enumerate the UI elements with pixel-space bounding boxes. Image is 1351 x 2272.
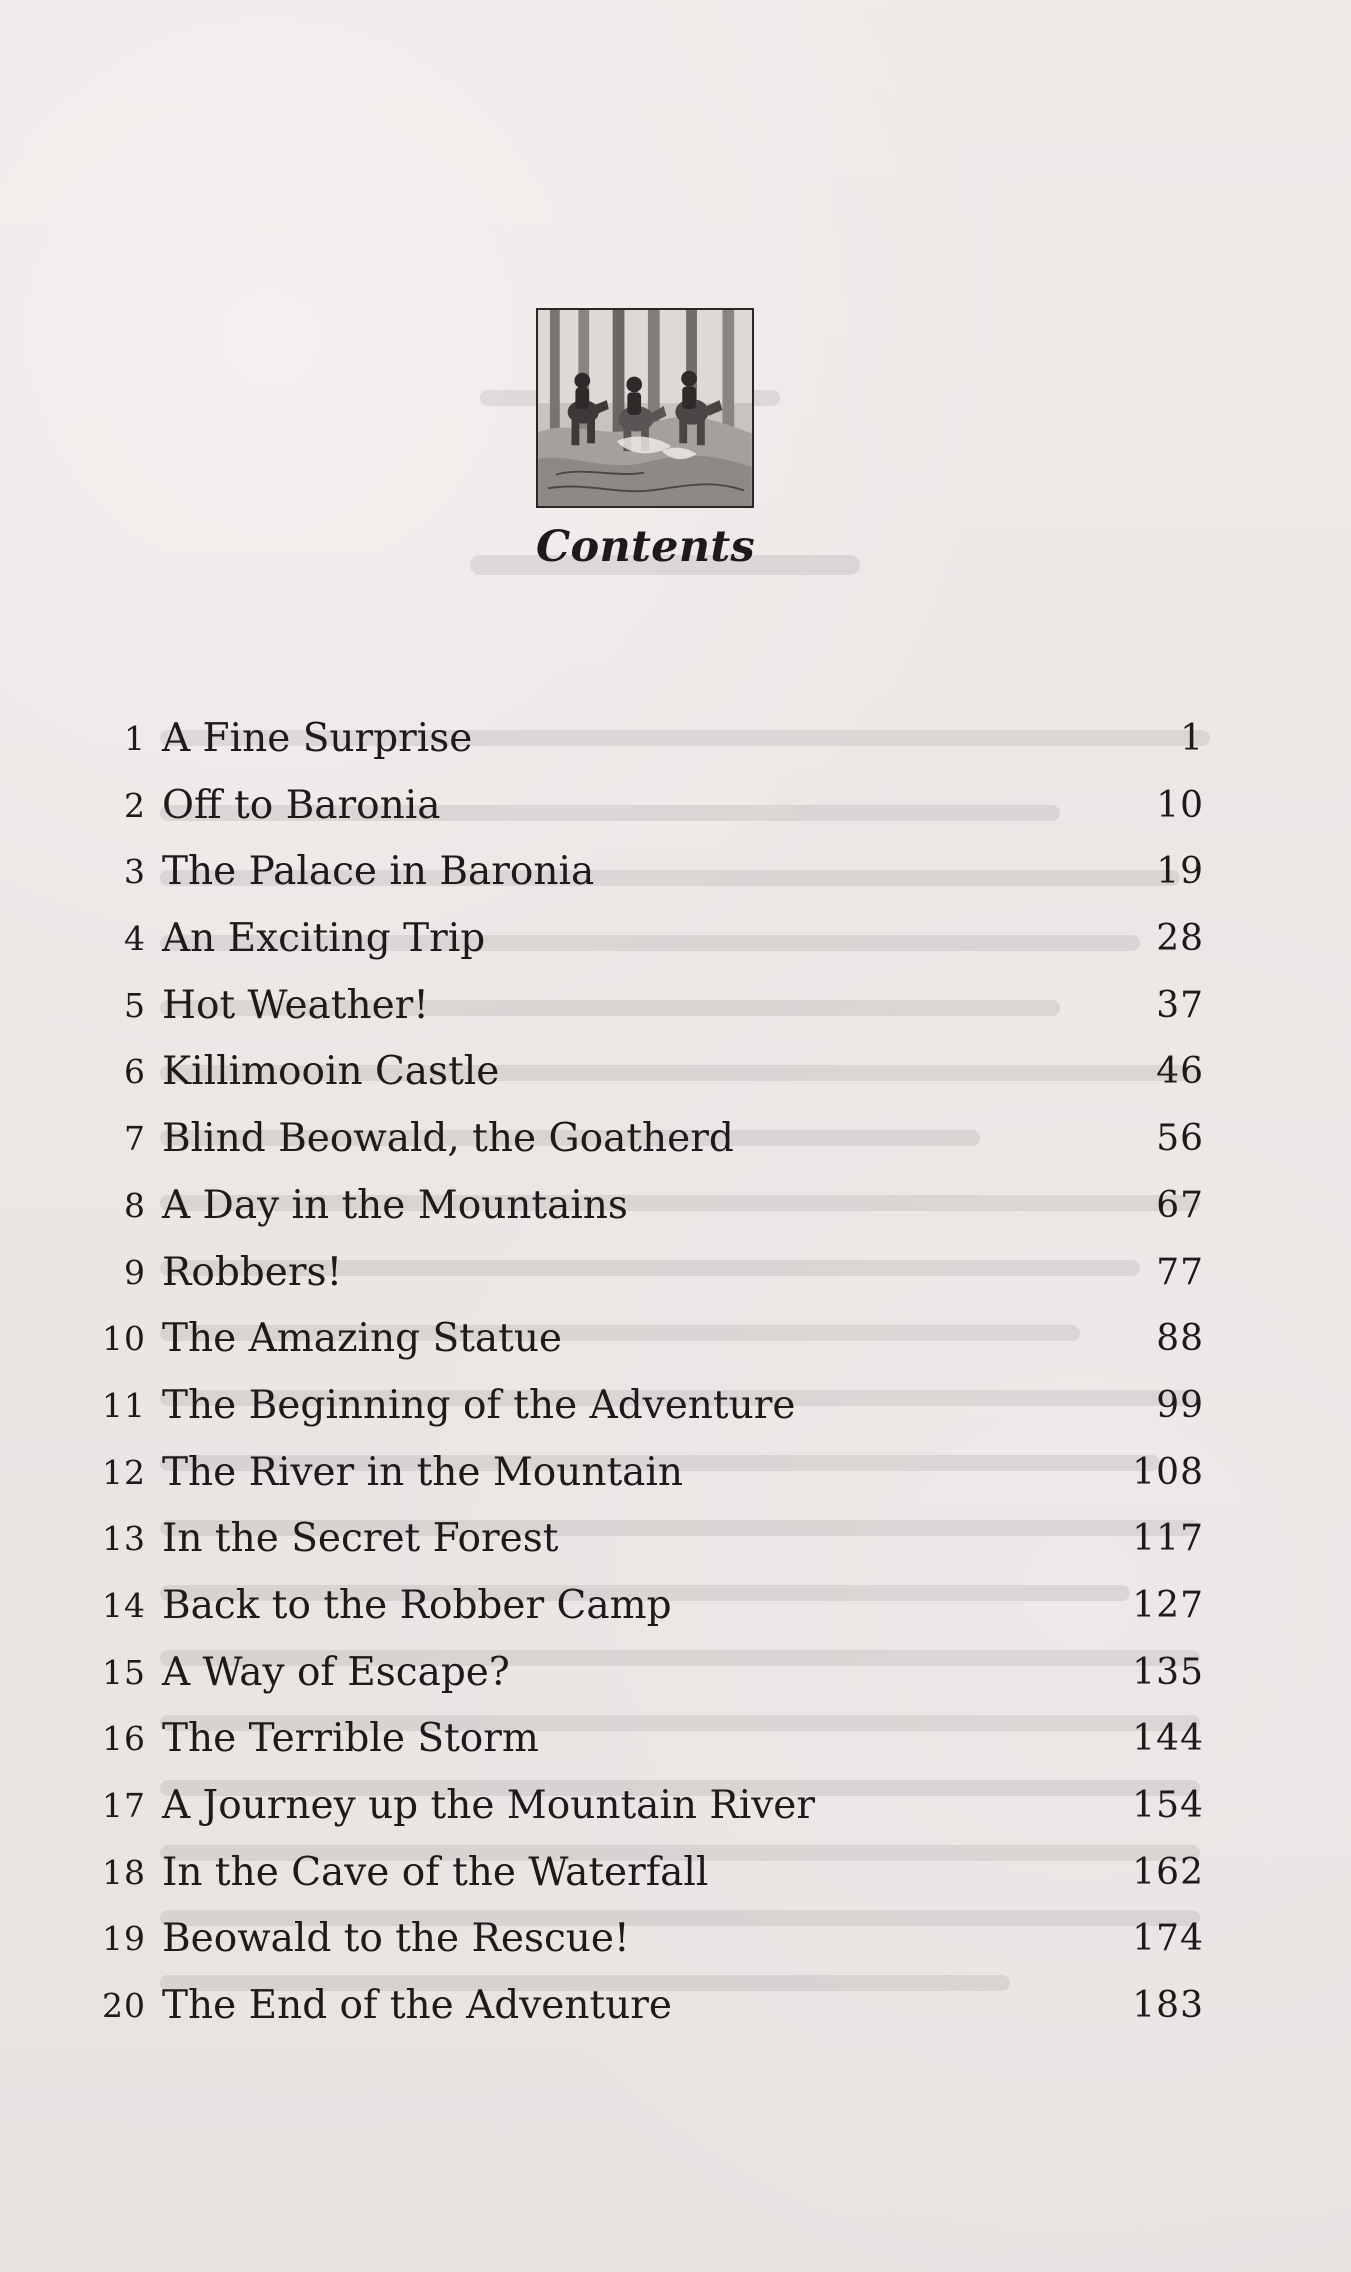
toc-row — [94, 1840, 1220, 1907]
chapter-page-number: 37 — [1156, 984, 1204, 1026]
chapter-number: 10 — [102, 1319, 146, 1359]
chapter-page-number: 154 — [1132, 1785, 1204, 1826]
chapter-title: A Journey up the Mountain River — [162, 1783, 815, 1828]
chapter-number: 5 — [124, 985, 146, 1025]
chapter-page-number: 46 — [1156, 1051, 1204, 1093]
chapter-page-number: 135 — [1132, 1651, 1204, 1693]
chapter-number: 1 — [124, 719, 146, 758]
toc-row — [94, 773, 1220, 840]
chapter-title: Hot Weather! — [162, 982, 429, 1028]
chapter-title: A Day in the Mountains — [162, 1182, 628, 1228]
toc-row — [94, 1640, 1220, 1707]
chapter-title: Off to Baronia — [162, 782, 441, 828]
toc-row — [94, 1906, 1220, 1973]
chapter-number: 13 — [102, 1519, 146, 1559]
chapter-title: Back to the Robber Camp — [162, 1582, 672, 1628]
chapter-title: The Palace in Baronia — [162, 849, 595, 895]
chapter-title: Killimooin Castle — [162, 1049, 500, 1095]
chapter-page-number: 56 — [1156, 1118, 1204, 1160]
table-of-contents — [94, 706, 1220, 2040]
chapter-number: 14 — [102, 1585, 146, 1625]
chapter-number: 20 — [102, 1986, 146, 2026]
riders-on-horseback-illustration — [536, 308, 754, 508]
chapter-number: 8 — [124, 1185, 146, 1225]
chapter-number: 15 — [102, 1652, 146, 1692]
toc-row — [94, 1773, 1220, 1840]
chapter-number: 7 — [124, 1119, 146, 1159]
toc-row — [94, 839, 1220, 906]
chapter-title: An Exciting Trip — [162, 916, 486, 962]
chapter-number: 4 — [124, 919, 146, 959]
chapter-number: 3 — [124, 852, 146, 892]
chapter-page-number: 127 — [1132, 1584, 1204, 1626]
chapter-number: 11 — [102, 1385, 146, 1425]
chapter-number: 16 — [102, 1719, 146, 1759]
chapter-page-number: 19 — [1156, 851, 1204, 893]
chapter-title: The River in the Mountain — [162, 1449, 684, 1495]
toc-row — [94, 1506, 1220, 1573]
chapter-title: The Amazing Statue — [162, 1316, 563, 1362]
chapter-number: 12 — [102, 1452, 146, 1492]
chapter-title: The End of the Adventure — [162, 1983, 673, 2029]
chapter-page-number: 67 — [1156, 1184, 1204, 1226]
toc-row — [94, 1573, 1220, 1640]
chapter-title: The Beginning of the Adventure — [162, 1382, 796, 1428]
chapter-title: In the Secret Forest — [162, 1516, 559, 1562]
chapter-number: 2 — [124, 785, 146, 825]
chapter-page-number: 144 — [1132, 1718, 1204, 1760]
chapter-title: A Fine Surprise — [162, 716, 473, 761]
chapter-page-number: 162 — [1132, 1851, 1204, 1893]
chapter-page-number: 108 — [1132, 1451, 1204, 1493]
toc-row — [94, 1173, 1220, 1240]
chapter-number: 6 — [124, 1052, 146, 1092]
toc-row — [94, 1106, 1220, 1173]
chapter-page-number: 174 — [1132, 1918, 1204, 1960]
chapter-page-number: 77 — [1156, 1251, 1204, 1293]
chapter-title: The Terrible Storm — [162, 1716, 539, 1762]
chapter-page-number: 117 — [1132, 1518, 1204, 1560]
chapter-number: 17 — [102, 1786, 146, 1825]
chapter-number: 18 — [102, 1852, 146, 1892]
toc-row — [94, 1706, 1220, 1773]
chapter-title: In the Cave of the Waterfall — [162, 1849, 709, 1895]
toc-row — [94, 1306, 1220, 1373]
toc-row — [94, 1440, 1220, 1507]
chapter-number: 19 — [102, 1919, 146, 1959]
chapter-page-number: 1 — [1180, 718, 1204, 759]
chapter-page-number: 88 — [1156, 1318, 1204, 1360]
toc-row — [94, 1039, 1220, 1106]
chapter-title: Beowald to the Rescue! — [162, 1916, 630, 1962]
toc-row — [94, 1373, 1220, 1440]
toc-row — [94, 1240, 1220, 1307]
chapter-page-number: 183 — [1132, 1985, 1204, 2027]
chapter-title: Blind Beowald, the Goatherd — [162, 1116, 734, 1162]
chapter-title: Robbers! — [162, 1249, 343, 1295]
contents-title: Contents — [535, 522, 756, 572]
chapter-page-number: 28 — [1156, 918, 1204, 960]
chapter-number: 9 — [124, 1252, 146, 1292]
chapter-title: A Way of Escape? — [162, 1649, 510, 1695]
chapter-page-number: 99 — [1156, 1384, 1204, 1426]
toc-row — [94, 1973, 1220, 2040]
toc-row — [94, 706, 1220, 773]
toc-row — [94, 906, 1220, 973]
toc-row — [94, 973, 1220, 1040]
chapter-page-number: 10 — [1156, 784, 1204, 826]
